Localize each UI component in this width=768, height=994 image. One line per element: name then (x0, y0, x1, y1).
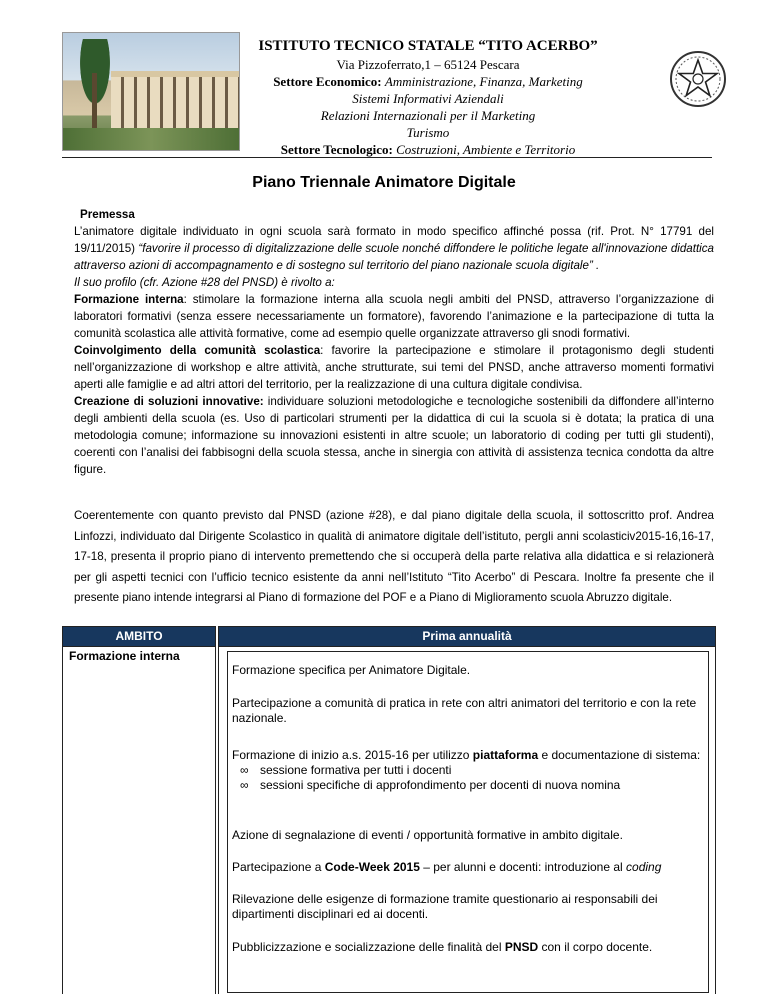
coinvolgimento-paragraph: Coinvolgimento della comunità scolastica: favorire la partecipazione e stimolare il protagonismo degli studenti nell’organizzazione di workshop e altre attività, anche strutturate, sui temi del PNSD, anche attraverso momenti formativi aperti alle famiglie e ad altri attori del territorio, per la realizzazione di una cultura digitale condivisa. (74, 344, 714, 391)
school-name: ISTITUTO TECNICO STATALE “TITO ACERBO” (258, 38, 598, 54)
ambito-column (62, 626, 216, 994)
ground (63, 128, 239, 150)
letterhead (0, 0, 768, 160)
activity-code-week: Partecipazione a Code-Week 2015 – per alunni e docenti: introduzione al coding (232, 860, 662, 874)
activity-segnalazione-eventi: Azione di segnalazione di eventi / opportunità formative in ambito digitale. (232, 828, 623, 842)
activity-comunita-pratica: Partecipazione a comunità di pratica in rete con altri animatori del territorio e con la rete nazionale. (232, 696, 697, 725)
premessa-heading: Premessa (80, 208, 135, 221)
intro-section (74, 206, 714, 478)
header-ambito: AMBITO (63, 626, 215, 647)
header-prima-annualita: Prima annualità (219, 626, 715, 647)
formazione-list (232, 763, 702, 793)
page-title: Piano Triennale Animatore Digitale (252, 174, 516, 191)
prima-annualita-column (218, 626, 716, 994)
republic-emblem-icon (668, 48, 728, 110)
activity-formazione-piattaforma: Formazione di inizio a.s. 2015-16 per utilizzo piattaforma e documentazione di sistema: ∞ sessione formativa per tutti i docenti ∞ sessioni specifiche di approfondimento per docenti di nuova nomina (232, 748, 701, 792)
profile-line: Il suo profilo (cfr. Azione #28 del PNSD) è rivolto a: (74, 276, 335, 289)
line-sia: Sistemi Informativi Aziendali (352, 91, 504, 106)
plan-intro-paragraph: Coerentemente con quanto previsto dal PNSD (azione #28), e dal piano digitale della scuola, il sottoscritto prof. Andrea Linfozzi, individuato dal Dirigente Scolastico in qualità di animatore digitale dell’istituto, pergli anni scolasticiv2015-16,16-17, 17-18, presenta il proprio piano di intervento premettendo che si occuperà della parte relativa alla didattica e si relazionerà per gli aspetti tecnici con l’ufficio tecnico esistente da anni nell’Istituto “Tito Acerbo” di Pescara. Inoltre fa presente che il presente piano intende integrarsi al Piano di formazione del POF e a Piano di Miglioramento scuola Abruzzo digitale. (74, 509, 714, 604)
activities-cell (227, 651, 709, 993)
line-turismo: Turismo (406, 125, 450, 140)
sector-technological: Settore Tecnologico: Costruzioni, Ambiente e Territorio (280, 142, 576, 157)
building-facade (111, 71, 239, 131)
plan-table (62, 626, 714, 994)
line-rim: Relazioni Internazionali per il Marketing (320, 108, 536, 123)
sector-economic: Settore Economico: Amministrazione, Finanza, Marketing (273, 74, 583, 89)
activity-formazione-specifica: Formazione specifica per Animatore Digitale. (232, 663, 471, 677)
school-address: Via Pizzoferrato,1 – 65124 Pescara (336, 57, 520, 72)
palm-trunk (92, 73, 97, 133)
ambito-formazione-interna: Formazione interna (69, 649, 180, 663)
intro-paragraph: L’animatore digitale individuato in ogni scuola sarà formato in modo specifico affinché possa (rif. Prot. N° 17791 del 19/11/2015) “favorire il processo di digitalizzazione delle scuole nonché diffondere le politiche legate all'innovazione didattica attraverso azioni di accompagnamento e di sostegno sul territorio del piano nazionale scuola digitale” . (74, 225, 715, 272)
list-item: ∞ sessioni specifiche di approfondimento per docenti di nuova nomina (240, 778, 621, 792)
header-divider (62, 157, 712, 158)
infinity-bullet-icon: ∞ (240, 778, 249, 792)
school-building-photo (62, 32, 240, 151)
list-item: ∞ sessione formativa per tutti i docenti (240, 763, 452, 777)
soluzioni-paragraph: Creazione di soluzioni innovative: individuare soluzioni metodologiche e tecnologiche sostenibili da diffondere all’interno degli ambienti della scuola (es. Uso di particolari strumenti per la didattica di cui la scuola si è dotata; la pratica di una metodologia comune; informazione su innovazioni esistenti in altre scuole; un laboratorio di coding per tutti gli studenti), coerenti con l’analisi dei fabbisogni della scuola stessa, anche in sinergia con attività di assistenza tecnica condotta da altre figure. (74, 395, 714, 476)
activity-pubblicizzazione: Pubblicizzazione e socializzazione delle finalità del PNSD con il corpo docente. (232, 940, 653, 954)
letterhead-text (248, 36, 608, 158)
activity-rilevazione-esigenze: Rilevazione delle esigenze di formazione tramite questionario ai responsabili dei dipartimenti disciplinari ed ai docenti. (232, 892, 658, 921)
formazione-interna-paragraph: Formazione interna: stimolare la formazione interna alla scuola negli ambiti del PNSD, attraverso l’organizzazione di laboratori formativi (senza essere necessariamente un formatore), favorendo l’animazione e la partecipazione di tutta la comunità scolastica alle attività formative, come ad esempio quelle organizzate attraverso gli snodi formativi. (74, 293, 714, 340)
infinity-bullet-icon: ∞ (240, 763, 249, 777)
